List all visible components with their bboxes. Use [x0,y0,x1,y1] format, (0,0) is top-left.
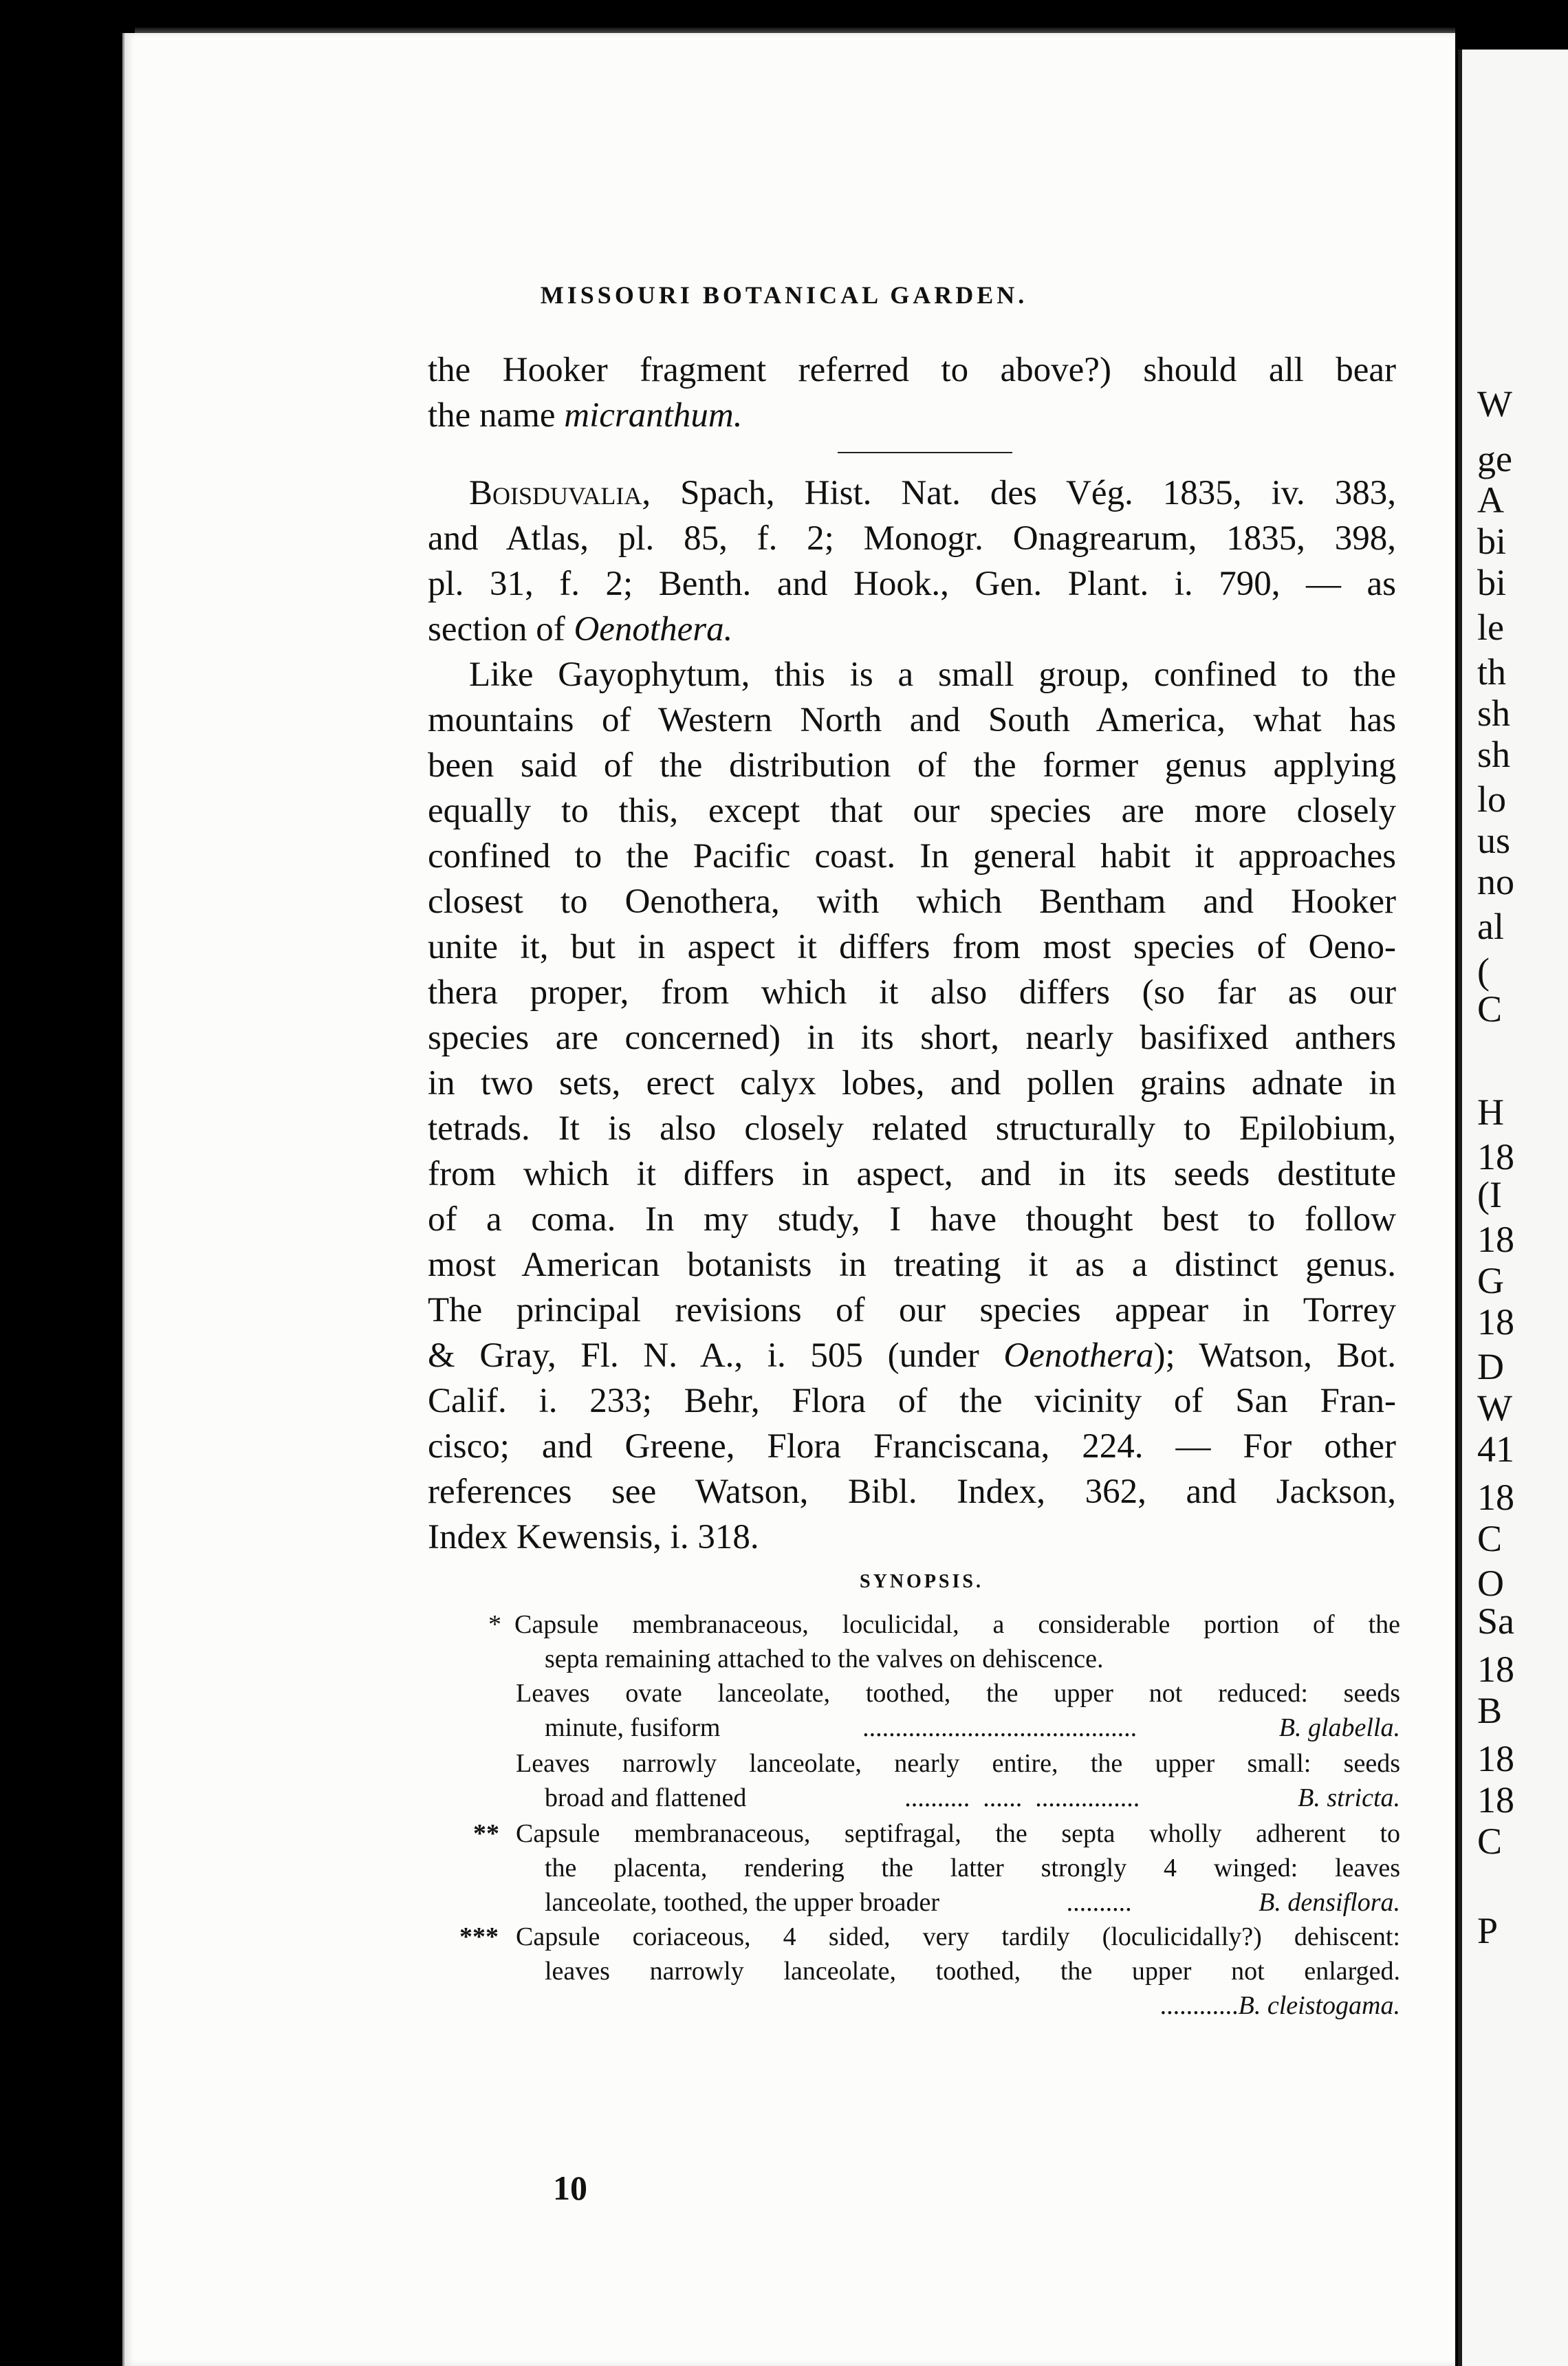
synopsis-title: SYNOPSIS. [860,1571,983,1592]
facing-page-fragment: P [1477,1910,1499,1951]
facing-page-fragment: O [1477,1563,1504,1604]
ref-line-1 [428,1333,1396,1378]
ref-line-4: references see Watson, Bibl. Index, 362, and Jackson, [428,1473,1396,1511]
facing-page-fragment: C [1477,1821,1503,1862]
paragraph-line: Like Gayophytum, this is a small group, confined to the [469,655,1396,694]
entry-line-4-text: section of [428,610,574,649]
paragraph-line: unite it, but in aspect it differs from most species of Oeno- [428,928,1396,966]
intro-line-2-text: the name [428,396,565,435]
facing-page-fragment: sh [1477,693,1511,734]
facing-page-fragment: ( [1477,951,1490,992]
entry-line-2: and Atlas, pl. 85, f. 2; Monogr. Onagrearum, 1835, 398, [428,519,1396,558]
facing-page-fragment: 18 [1477,1649,1514,1690]
facing-page-fragment: B [1477,1690,1503,1731]
paragraph-line: The principal revisions of our species appear in Torrey [428,1291,1396,1329]
ref-line-3: cisco; and Greene, Flora Franciscana, 224. — For other [428,1427,1396,1466]
facing-page-fragment: W [1477,1387,1512,1429]
taxon-densiflora: B. densiflora. [1259,1888,1400,1917]
genus-name: Boisduvalia [469,474,642,512]
facing-page-fragment: W [1477,383,1512,424]
facing-page-fragment: bi [1477,521,1507,562]
facing-page-fragment: G [1477,1260,1504,1301]
lead-2-line-1: Leaves narrowly lanceolate, nearly entire, the upper small: seeds [516,1749,1400,1778]
lead-1-text: minute, fusiform [545,1713,721,1742]
running-header: MISSOURI BOTANICAL GARDEN. [540,281,1028,309]
section-divider [838,452,1012,453]
entry-line-4 [428,607,732,652]
paragraph-line: closest to Oenothera, with which Bentham and Hooker [428,882,1396,921]
lead-2-text: broad and flattened [545,1783,747,1812]
group-3-line-1: Capsule coriaceous, 4 sided, very tardily (loculicidally?) dehiscent: [516,1922,1400,1951]
facing-page-fragment: D [1477,1346,1504,1387]
ref-line-2: Calif. i. 233; Behr, Flora of the vicinity of San Fran- [428,1382,1396,1420]
paragraph-line: from which it differs in aspect, and in its seeds destitute [428,1155,1396,1193]
ref-line-1-a: & Gray, Fl. N. A., i. 505 (under [428,1336,1004,1375]
page-number: 10 [553,2169,587,2207]
group-3-line-3 [1025,1990,1400,2021]
paragraph-line: most American botanists in treating it as a distinct genus. [428,1246,1396,1284]
paragraph-line: equally to this, except that our species are more closely [428,792,1396,830]
group-2-line-2: the placenta, rendering the latter strongly 4 winged: leaves [545,1854,1400,1882]
facing-page-fragment: sh [1477,734,1511,775]
ref-italic: Oenothera [1003,1336,1154,1375]
facing-page-fragment: no [1477,861,1514,902]
facing-page-fragment: ge [1477,438,1512,479]
facing-page-fragment: C [1477,1518,1503,1559]
facing-page-fragment: (I [1477,1174,1502,1215]
facing-page-fragment: th [1477,651,1507,693]
group-3-mark: *** [459,1922,499,1951]
lead-1-leader: .......................................... [862,1713,1137,1742]
lead-1-line-2 [545,1713,1400,1743]
facing-page-fragment: al [1477,906,1504,947]
facing-page-fragment: H [1477,1092,1504,1133]
facing-page-fragment: Sa [1477,1600,1514,1642]
paragraph-line: been said of the distribution of the former genus applying [428,746,1396,785]
facing-page-fragment: 41 [1477,1429,1514,1470]
entry-line-1-rest: , Spach, Hist. Nat. des Vég. 1835, iv. 383, [642,474,1396,512]
group-1-line-1: Capsule membranaceous, loculicidal, a considerable portion of the [514,1610,1400,1639]
entry-line-1 [469,470,1396,516]
group-2-line-1: Capsule membranaceous, septifragal, the septa wholly adherent to [516,1819,1400,1848]
facing-page-fragment: C [1477,988,1503,1030]
facing-page-fragment: 18 [1477,1738,1514,1779]
facing-page-fragment: 18 [1477,1477,1514,1518]
paragraph-line: in two sets, erect calyx lobes, and pollen grains adnate in [428,1064,1396,1103]
facing-page-fragment: le [1477,607,1504,648]
lead-2-leader: .......... ...... ................ [904,1783,1140,1812]
facing-page-fragment: 18 [1477,1219,1514,1260]
ref-line-1-b: ); Watson, Bot. [1153,1336,1396,1375]
taxon-glabella: B. glabella. [1278,1713,1400,1742]
facing-page-fragment: 18 [1477,1136,1514,1177]
paragraph-line: of a coma. In my study, I have thought best to follow [428,1200,1396,1239]
facing-page-fragment: lo [1477,779,1507,820]
paragraph-line: tetrads. It is also closely related structurally to Epilobium, [428,1109,1396,1148]
intro-line-1: the Hooker fragment referred to above?) should all bear [428,351,1396,389]
taxon-cleistogama: B. cleistogama. [1238,1991,1400,2020]
group-1-line-2: septa remaining attached to the valves on dehiscence. [545,1645,1104,1673]
group-2-mark: ** [473,1819,499,1848]
ref-line-5: Index Kewensis, i. 318. [428,1518,759,1556]
intro-line-2 [428,393,742,438]
facing-page-fragment: bi [1477,562,1507,603]
taxon-stricta: B. stricta. [1298,1783,1400,1812]
group-2-leader: .......... [1066,1888,1132,1917]
lead-1-line-1: Leaves ovate lanceolate, toothed, the upper not reduced: seeds [516,1679,1400,1708]
group-3-leader: ............ [1159,1991,1239,2020]
entry-italic: Oenothera. [574,610,733,649]
group-1-mark: * [488,1610,501,1639]
facing-page-fragment: 18 [1477,1779,1514,1821]
intro-italic: micranthum. [564,396,743,435]
facing-page-fragment: A [1477,479,1504,521]
group-2-line-3 [545,1887,1400,1918]
paragraph-line: species are concerned) in its short, nearly basifixed anthers [428,1019,1396,1057]
lead-2-line-2 [545,1783,1400,1813]
group-3-line-2: leaves narrowly lanceolate, toothed, the upper not enlarged. [545,1957,1400,1986]
entry-line-3: pl. 31, f. 2; Benth. and Hook., Gen. Plant. i. 790, — as [428,565,1396,603]
paragraph-line: mountains of Western North and South America, what has [428,701,1396,739]
facing-page-fragment: us [1477,820,1511,861]
group-2-text: lanceolate, toothed, the upper broader [545,1888,939,1917]
paragraph-line: confined to the Pacific coast. In general habit it approaches [428,837,1396,876]
facing-page-fragment: 18 [1477,1301,1514,1343]
paragraph-line: thera proper, from which it also differs (so far as our [428,973,1396,1012]
